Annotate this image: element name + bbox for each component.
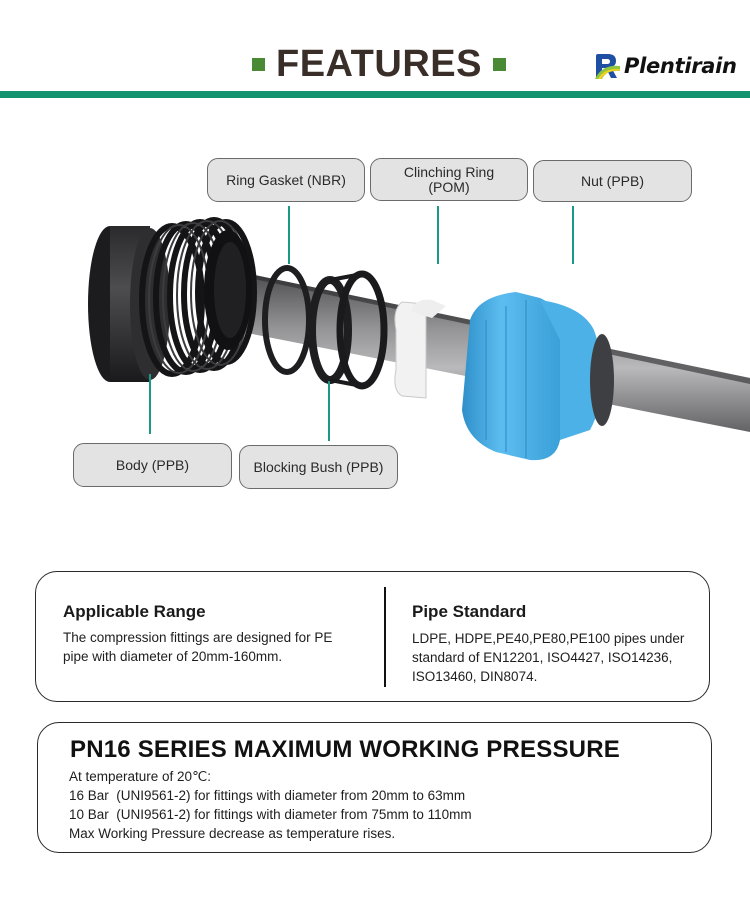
pressure-line: 16 Bar (UNI9561-2) for fittings with diameter from 20mm to 63mm [69, 788, 466, 803]
pressure-heading: PN16 SERIES MAXIMUM WORKING PRESSURE [70, 736, 620, 763]
label-ring-gasket [207, 158, 365, 202]
specs-panel [35, 571, 710, 702]
leader-line-clinching-ring [437, 206, 439, 264]
pipe-standard-line: ISO13460, DIN8074. [412, 669, 538, 684]
label-nut-text: Nut (PPB) [580, 172, 644, 189]
label-blocking-bush-text: Blocking Bush (PPB) [253, 458, 384, 475]
leader-line-body [149, 374, 151, 434]
applicable-range-heading: Applicable Range [63, 602, 206, 621]
header [0, 0, 750, 100]
label-clinching-ring-line1: Clinching Ring [403, 163, 495, 180]
leader-line-ring-gasket [288, 206, 290, 264]
brand-name: Plentirain [624, 54, 737, 78]
pressure-panel [37, 722, 712, 853]
brand-logo [594, 52, 737, 80]
plentirain-logo-icon [594, 52, 622, 80]
pipe-standard-line: LDPE, HDPE,PE40,PE80,PE100 pipes under [412, 631, 685, 646]
pipe-standard-line: standard of EN12201, ISO4427, ISO14236, [412, 650, 673, 665]
pressure-line: At temperature of 20℃: [69, 769, 211, 784]
features-title [252, 42, 506, 86]
label-clinching-ring-line2: (POM) [428, 178, 470, 195]
pipe-standard-heading: Pipe Standard [412, 602, 527, 621]
pressure-line: 10 Bar (UNI9561-2) for fittings with diameter from 75mm to 110mm [69, 807, 472, 822]
label-body-text: Body (PPB) [115, 456, 190, 473]
leader-line-blocking-bush [328, 381, 330, 441]
label-body [73, 443, 232, 487]
green-square-icon [252, 58, 265, 71]
leader-line-nut [572, 206, 574, 264]
applicable-range-section [63, 602, 373, 666]
label-blocking-bush [239, 445, 398, 489]
label-nut [533, 160, 692, 202]
body-part [88, 220, 254, 382]
applicable-range-text [63, 628, 373, 666]
panel-divider [384, 587, 386, 687]
applicable-range-line: pipe with diameter of 20mm-160mm. [63, 649, 283, 664]
nut-part [462, 292, 614, 460]
label-clinching-ring [370, 158, 528, 201]
exploded-fitting-diagram [0, 100, 750, 550]
page-title: FEATURES [276, 43, 482, 85]
pipe-standard-text [412, 629, 707, 686]
applicable-range-line: The compression fittings are designed for PE [63, 630, 333, 645]
pressure-line: Max Working Pressure decrease as temperature rises. [69, 826, 396, 841]
label-ring-gasket-text: Ring Gasket (NBR) [226, 171, 346, 188]
green-square-icon [493, 58, 506, 71]
pressure-details [69, 767, 472, 843]
header-divider-bar [0, 91, 750, 98]
pipe-standard-section [412, 602, 707, 686]
